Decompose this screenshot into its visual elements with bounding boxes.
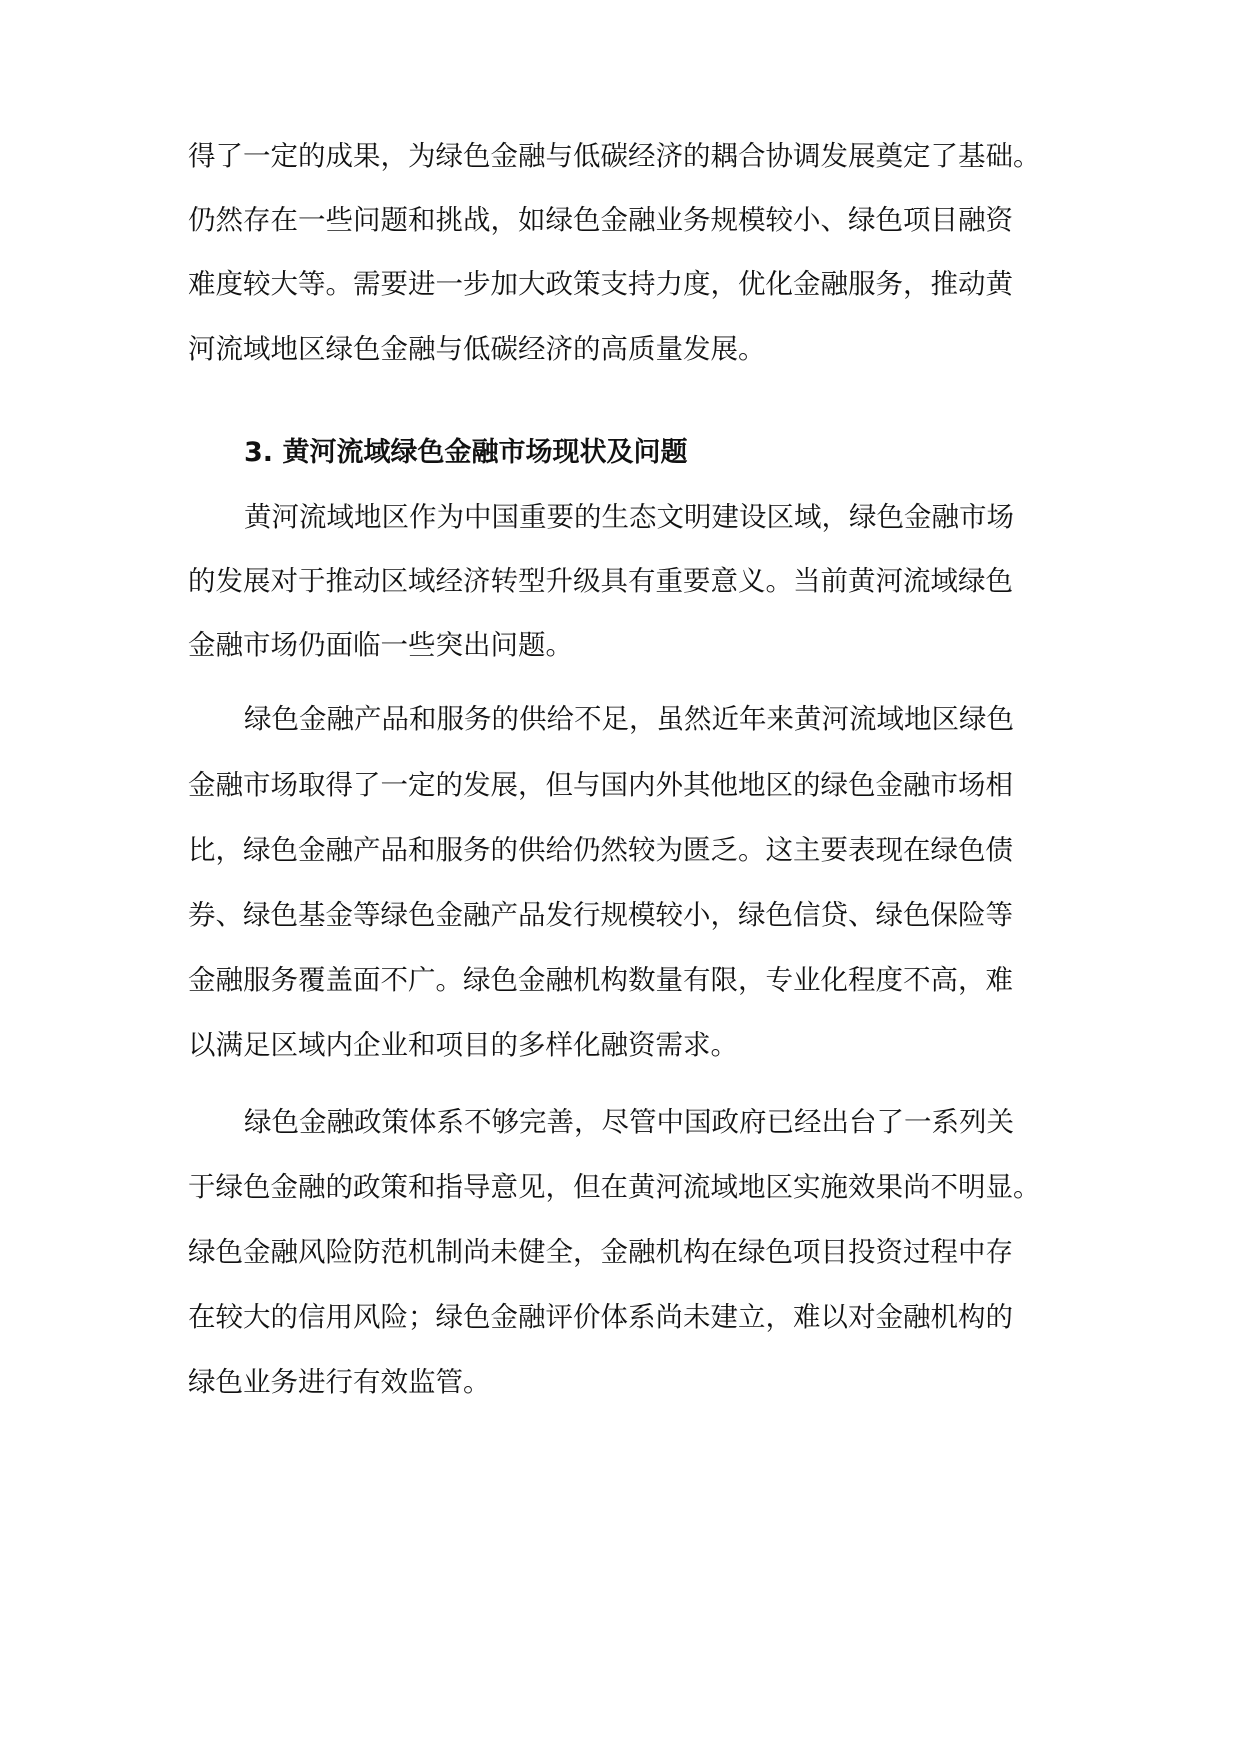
paragraph-2-line: 绿色金融产品和服务的供给不足，虽然近年来黄河流域地区绿色 — [244, 703, 1014, 735]
paragraph-3-line: 绿色业务进行有效监管。 — [188, 1366, 491, 1398]
paragraph-1-line: 黄河流域地区作为中国重要的生态文明建设区域，绿色金融市场 — [244, 501, 1014, 533]
paragraph-1-line: 的发展对于推动区域经济转型升级具有重要意义。当前黄河流域绿色 — [188, 565, 1013, 597]
text-line: 得了一定的成果，为绿色金融与低碳经济的耦合协调发展奠定了基础。 — [188, 140, 1041, 172]
paragraph-2-line: 券、绿色基金等绿色金融产品发行规模较小，绿色信贷、绿色保险等 — [188, 899, 1013, 931]
paragraph-3-line: 绿色金融风险防范机制尚未健全，金融机构在绿色项目投资过程中存 — [188, 1236, 1013, 1268]
section-heading: 3. 黄河流域绿色金融市场现状及问题 — [244, 437, 688, 468]
paragraph-2-line: 金融服务覆盖面不广。绿色金融机构数量有限，专业化程度不高，难 — [188, 964, 1013, 996]
paragraph-3-line: 在较大的信用风险；绿色金融评价体系尚未建立，难以对金融机构的 — [188, 1301, 1013, 1333]
paragraph-3-line: 绿色金融政策体系不够完善，尽管中国政府已经出台了一系列关 — [244, 1106, 1014, 1138]
paragraph-2-line: 以满足区域内企业和项目的多样化融资需求。 — [188, 1029, 738, 1061]
paragraph-3-line: 于绿色金融的政策和指导意见，但在黄河流域地区实施效果尚不明显。 — [188, 1171, 1041, 1203]
paragraph-2-line: 比，绿色金融产品和服务的供给仍然较为匮乏。这主要表现在绿色债 — [188, 834, 1013, 866]
paragraph-2-line: 金融市场取得了一定的发展，但与国内外其他地区的绿色金融市场相 — [188, 769, 1013, 801]
text-line: 仍然存在一些问题和挑战，如绿色金融业务规模较小、绿色项目融资 — [188, 204, 1013, 236]
text-line: 难度较大等。需要进一步加大政策支持力度，优化金融服务，推动黄 — [188, 268, 1013, 300]
paragraph-1-line: 金融市场仍面临一些突出问题。 — [188, 629, 573, 661]
text-line: 河流域地区绿色金融与低碳经济的高质量发展。 — [188, 333, 766, 365]
